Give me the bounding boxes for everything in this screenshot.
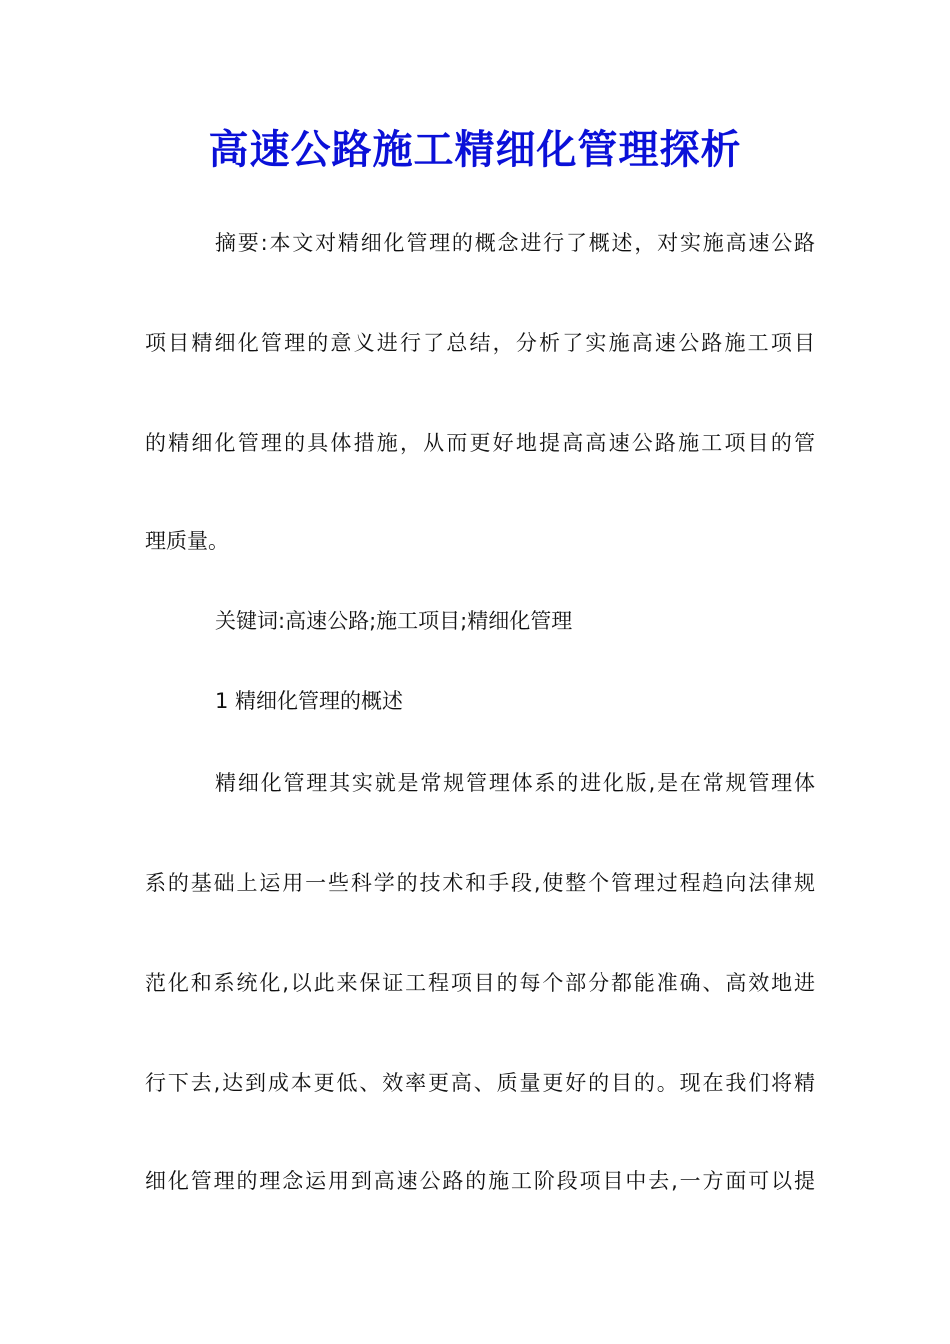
- document-title: 高速公路施工精细化管理探析: [208, 126, 742, 173]
- body-line-2: 系的基础上运用一些科学的技术和手段,使整个管理过程趋向法律规: [145, 871, 815, 895]
- abstract-line-3: 的精细化管理的具体措施，从而更好地提高高速公路施工项目的管: [145, 431, 815, 455]
- body-line-5: 细化管理的理念运用到高速公路的施工阶段项目中去,一方面可以提: [145, 1169, 815, 1193]
- keywords-line: 关键词:高速公路;施工项目;精细化管理: [215, 609, 573, 633]
- body-line-1: 精细化管理其实就是常规管理体系的进化版,是在常规管理体: [215, 771, 815, 795]
- body-line-4: 行下去,达到成本更低、效率更高、质量更好的目的。现在我们将精: [145, 1071, 815, 1095]
- abstract-line-4: 理质量。: [145, 529, 229, 553]
- abstract-line-2: 项目精细化管理的意义进行了总结，分析了实施高速公路施工项目: [145, 331, 815, 355]
- body-line-3: 范化和系统化,以此来保证工程项目的每个部分都能准确、高效地进: [145, 971, 815, 995]
- section-heading: 1 精细化管理的概述: [215, 689, 404, 713]
- abstract-line-1: 摘要:本文对精细化管理的概念进行了概述，对实施高速公路: [215, 231, 815, 255]
